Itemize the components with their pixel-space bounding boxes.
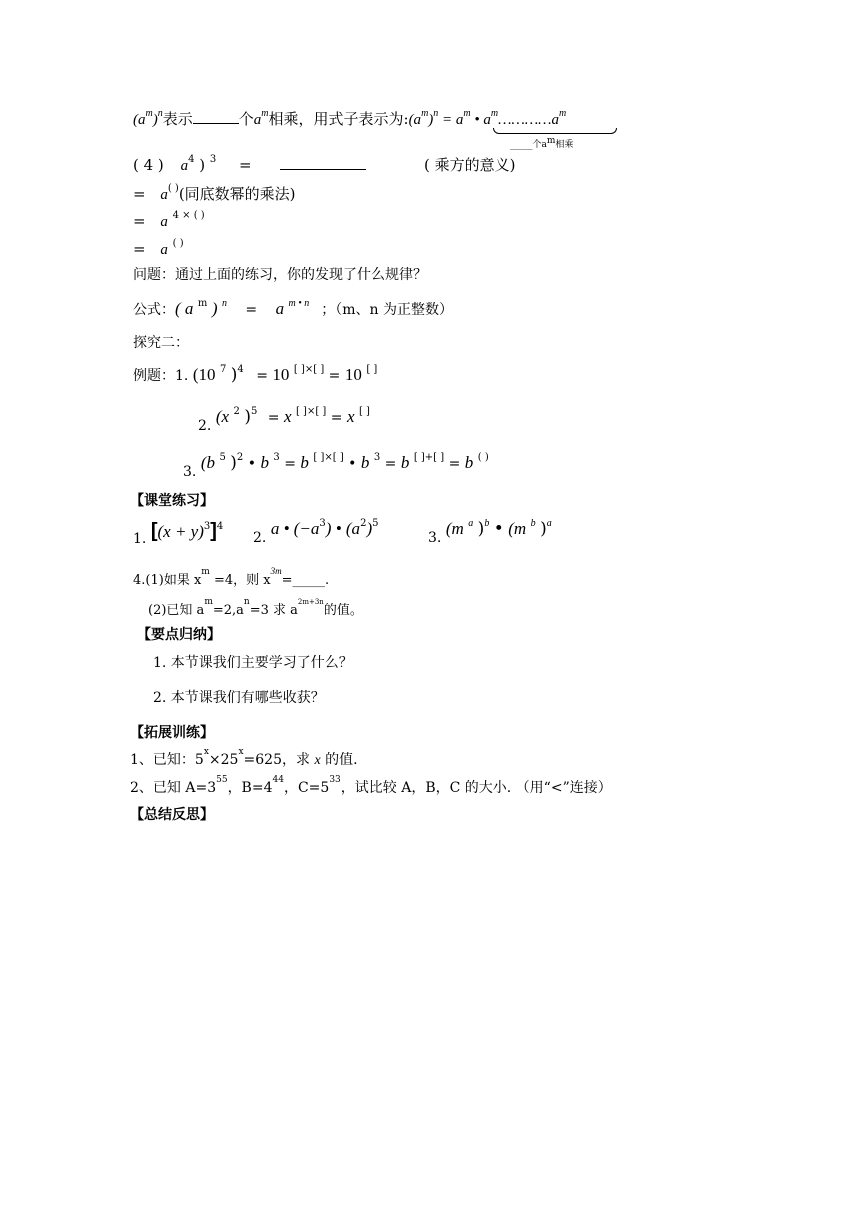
question-text: 问题：通过上面的练习，你的发现了什么规律？ — [133, 267, 427, 283]
step4-row3: = a $^{4 \times ( )}$ — [133, 210, 205, 230]
summary-q1: 1. 本节课我们主要学习了什么？ — [153, 655, 353, 671]
step4-line: ( 4 ) $a^4$ ) $^3$ = — [133, 156, 366, 177]
explore2-heading: 探究二： — [133, 335, 189, 351]
practice-2: 2. a • $(-a^3)$ • $(a^2)^5$ — [253, 518, 379, 546]
formula-line: 公式：( a $^m$ ) $^n$ = a $^{m • n}$ ；（m、n 为正整数） — [133, 298, 454, 318]
power-definition-line: $(a^m)^n$表示 个$a^m$相乘，用式子表示为$:(a^m)^n = a^m$ • $a^m\dots\dots\dots\dots a^m$ — [133, 108, 567, 128]
example-3: 3. (b $^5$ )$^2$ • b $^3$ = b [ ]×[ ] • b $^3$ = b [ ]+[ ] = b ( ) — [183, 452, 489, 480]
practice-4a: 4.(1)如果 $x^m =4$，则 $x^{3m}=\_\_\_\_\_$. — [133, 566, 330, 588]
example-1: 例题：1. (10 $^7$ )$^4$ = 10 [ ]×[ ] = 10 [ ] — [133, 364, 378, 385]
step4-note: ( 乘方的意义) — [424, 156, 516, 174]
practice-1: 1. $[(x + y)^3]^4$ — [133, 520, 224, 547]
underbrace — [493, 128, 617, 134]
reflect-heading: 【总结反思】 — [130, 807, 214, 823]
extend-q2: 2、已知 $A=3^{55}$，$B=4^{44}$，$C=5^{33}$，试比较 A，B，C 的大小. （用“<”连接） — [130, 775, 612, 796]
step4-row4: = a ( ) — [133, 238, 184, 258]
classroom-heading: 【课堂练习】 — [130, 493, 214, 509]
summary-heading: 【要点归纳】 — [137, 627, 221, 643]
blank-count — [193, 123, 239, 124]
summary-q2: 2. 本节课我们有哪些收获？ — [153, 690, 325, 706]
extend-q1: 1、已知：$5^x\times 25^x=625$，求 x 的值. — [130, 747, 358, 768]
step4-row2: = a( )(同底数幂的乘法) — [133, 183, 296, 203]
extend-heading: 【拓展训练】 — [130, 725, 214, 741]
example-2: 2. (x $^2$ )$^5$ = x [ ]×[ ] = x [ ] — [198, 406, 370, 434]
practice-3: 3. (m $^a$ )$^b$ • (m $^b$ )$^a$ — [428, 518, 552, 546]
practice-4b: (2)已知 $a^m=2,a^n=3$ 求 $a^{2m+3n}$的值。 — [148, 597, 363, 618]
step4-blank — [280, 169, 366, 170]
represent-text: 表示 — [162, 110, 193, 128]
brace-label: _____个am相乘 — [510, 136, 574, 150]
